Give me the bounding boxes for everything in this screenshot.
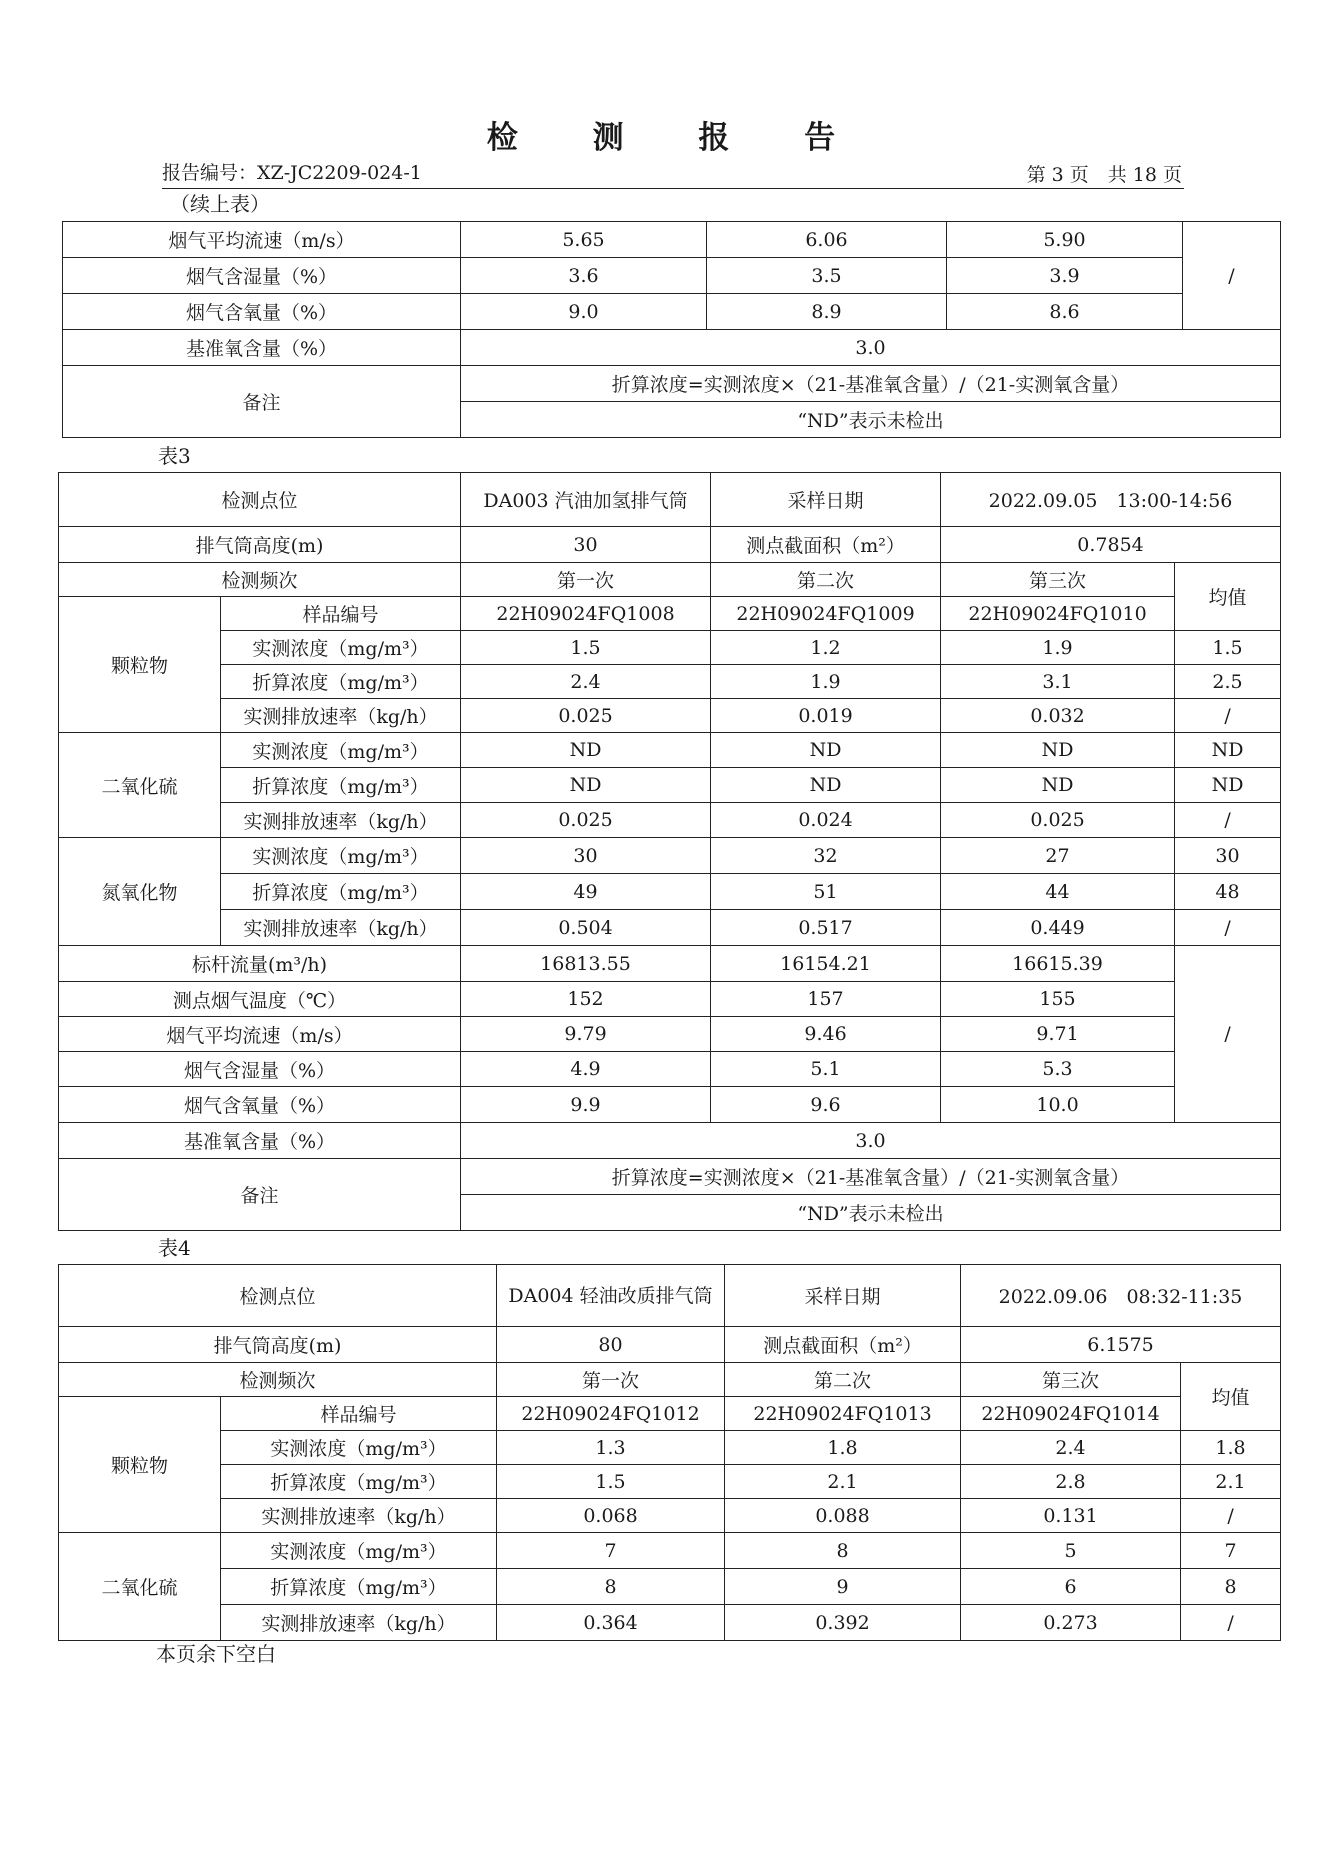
slash-cell: / (1183, 222, 1281, 330)
cell-value: 7 (497, 1533, 725, 1569)
cell-avg: 2.1 (1181, 1465, 1281, 1499)
cell-value: 1.5 (461, 631, 711, 665)
height-value: 80 (497, 1327, 725, 1363)
row-label: 烟气平均流速（m/s） (63, 222, 461, 258)
cell-value: 0.019 (711, 699, 941, 733)
row-label: 烟气含湿量（%） (63, 258, 461, 294)
freq-label: 检测频次 (59, 1363, 497, 1397)
group-label: 氮氧化物 (59, 838, 221, 946)
table-row (59, 473, 1281, 527)
point-value: DA004 轻油改质排气筒 (497, 1265, 725, 1327)
table-row (63, 330, 1281, 366)
cell-value: ND (941, 768, 1175, 803)
table-continued (62, 221, 1281, 438)
cell-avg: 48 (1175, 874, 1281, 910)
cell-value: 5.1 (711, 1052, 941, 1087)
table-row (63, 294, 1281, 330)
cell-avg: / (1175, 803, 1281, 838)
freq-label: 检测频次 (59, 563, 461, 597)
cell-value: 0.504 (461, 910, 711, 946)
cell-value: 1.3 (497, 1431, 725, 1465)
cell-avg: 30 (1175, 838, 1281, 874)
remark-formula: 折算浓度=实测浓度×（21-基准氧含量）/（21-实测氧含量） (461, 1159, 1281, 1195)
cell-value: 3.9 (947, 258, 1183, 294)
continued-label: （续上表） (170, 192, 270, 216)
cell-value: 0.024 (711, 803, 941, 838)
cell-value: 155 (941, 982, 1175, 1017)
table4-caption: 表4 (158, 1236, 191, 1260)
cell-value: 10.0 (941, 1087, 1175, 1123)
remark-nd: “ND”表示未检出 (461, 402, 1281, 438)
cell-value: 3.5 (707, 258, 947, 294)
area-label: 测点截面积（m²） (711, 527, 941, 563)
freq-2: 第二次 (711, 563, 941, 597)
group-label: 颗粒物 (59, 1397, 221, 1533)
row-label: 实测排放速率（kg/h） (221, 699, 461, 733)
cell-value: 0.392 (725, 1605, 961, 1641)
sample-label: 样品编号 (221, 597, 461, 631)
cell-value: 6 (961, 1569, 1181, 1605)
row-label: 实测排放速率（kg/h） (221, 910, 461, 946)
cell-value: 32 (711, 838, 941, 874)
cell-value: 2.8 (961, 1465, 1181, 1499)
cell-value: 8.9 (707, 294, 947, 330)
row-label: 测点烟气温度（℃） (59, 982, 461, 1017)
cell-value: 3.0 (461, 330, 1281, 366)
row-label: 烟气平均流速（m/s） (59, 1017, 461, 1052)
cell-value: 0.273 (961, 1605, 1181, 1641)
freq-2: 第二次 (725, 1363, 961, 1397)
cell-value: 9.6 (711, 1087, 941, 1123)
cell-value: 51 (711, 874, 941, 910)
height-label: 排气筒高度(m) (59, 527, 461, 563)
footer-note: 本页余下空白 (156, 1642, 276, 1666)
cell-value: 9.9 (461, 1087, 711, 1123)
cell-value: 1.9 (711, 665, 941, 699)
table-row (59, 768, 1281, 803)
slash-cell: / (1175, 946, 1281, 1123)
sample-id: 22H09024FQ1009 (711, 597, 941, 631)
group-label: 二氧化硫 (59, 1533, 221, 1641)
avg-label: 均值 (1181, 1363, 1281, 1431)
cell-value: 3.0 (461, 1123, 1281, 1159)
sample-id: 22H09024FQ1012 (497, 1397, 725, 1431)
table-row (59, 631, 1281, 665)
cell-value: ND (711, 768, 941, 803)
row-label: 实测排放速率（kg/h） (221, 1605, 497, 1641)
table-row (59, 1465, 1281, 1499)
table-row (59, 1123, 1281, 1159)
cell-value: 157 (711, 982, 941, 1017)
row-label: 烟气含湿量（%） (59, 1052, 461, 1087)
cell-avg: 2.5 (1175, 665, 1281, 699)
row-label: 基准氧含量（%） (63, 330, 461, 366)
cell-value: 27 (941, 838, 1175, 874)
cell-value: ND (711, 733, 941, 768)
table-row (59, 1265, 1281, 1327)
table-row (59, 838, 1281, 874)
area-value: 0.7854 (941, 527, 1281, 563)
table-row (59, 597, 1281, 631)
cell-value: 2.1 (725, 1465, 961, 1499)
cell-value: ND (941, 733, 1175, 768)
cell-value: 3.1 (941, 665, 1175, 699)
table-row (59, 946, 1281, 982)
height-label: 排气筒高度(m) (59, 1327, 497, 1363)
cell-avg: / (1181, 1605, 1281, 1641)
cell-value: 152 (461, 982, 711, 1017)
row-label: 折算浓度（mg/m³） (221, 768, 461, 803)
cell-value: 16615.39 (941, 946, 1175, 982)
cell-value: 8 (725, 1533, 961, 1569)
cell-value: 9.79 (461, 1017, 711, 1052)
table-row (59, 1569, 1281, 1605)
cell-value: 8.6 (947, 294, 1183, 330)
sample-id: 22H09024FQ1014 (961, 1397, 1181, 1431)
row-label: 基准氧含量（%） (59, 1123, 461, 1159)
cell-value: 49 (461, 874, 711, 910)
cell-value: 4.9 (461, 1052, 711, 1087)
row-label: 实测浓度（mg/m³） (221, 631, 461, 665)
row-label: 折算浓度（mg/m³） (221, 665, 461, 699)
table-row (59, 874, 1281, 910)
remark-formula: 折算浓度=实测浓度×（21-基准氧含量）/（21-实测氧含量） (461, 366, 1281, 402)
cell-avg: 1.8 (1181, 1431, 1281, 1465)
cell-value: 8 (497, 1569, 725, 1605)
table-row (59, 803, 1281, 838)
table-3 (58, 472, 1281, 1231)
cell-value: 9.46 (711, 1017, 941, 1052)
cell-value: 0.131 (961, 1499, 1181, 1533)
cell-value: ND (461, 733, 711, 768)
cell-value: ND (461, 768, 711, 803)
table3-caption: 表3 (158, 444, 191, 468)
row-label: 实测浓度（mg/m³） (221, 733, 461, 768)
group-label: 二氧化硫 (59, 733, 221, 838)
cell-value: 16813.55 (461, 946, 711, 982)
report-number: 报告编号：XZ-JC2209-024-1 (162, 162, 422, 184)
table-row (59, 733, 1281, 768)
date-value: 2022.09.05 13:00-14:56 (941, 473, 1281, 527)
table-row (59, 1159, 1281, 1195)
sample-label: 样品编号 (221, 1397, 497, 1431)
cell-avg: ND (1175, 768, 1281, 803)
date-value: 2022.09.06 08:32-11:35 (961, 1265, 1281, 1327)
cell-value: 9.71 (941, 1017, 1175, 1052)
cell-value: 1.2 (711, 631, 941, 665)
cell-value: 0.068 (497, 1499, 725, 1533)
table-row (59, 665, 1281, 699)
row-label: 折算浓度（mg/m³） (221, 1569, 497, 1605)
area-value: 6.1575 (961, 1327, 1281, 1363)
cell-value: 6.06 (707, 222, 947, 258)
freq-3: 第三次 (961, 1363, 1181, 1397)
table-row (59, 1533, 1281, 1569)
cell-avg: / (1181, 1499, 1281, 1533)
cell-avg: 1.5 (1175, 631, 1281, 665)
table-row (59, 982, 1281, 1017)
freq-1: 第一次 (461, 563, 711, 597)
cell-value: 2.4 (961, 1431, 1181, 1465)
cell-value: 30 (461, 838, 711, 874)
point-value: DA003 汽油加氢排气筒 (461, 473, 711, 527)
cell-value: 0.025 (461, 803, 711, 838)
date-label: 采样日期 (711, 473, 941, 527)
group-label: 颗粒物 (59, 597, 221, 733)
table-row (59, 563, 1281, 597)
cell-value: 0.025 (941, 803, 1175, 838)
sample-id: 22H09024FQ1010 (941, 597, 1175, 631)
row-label: 实测浓度（mg/m³） (221, 1431, 497, 1465)
table-row (63, 222, 1281, 258)
table-row (59, 1499, 1281, 1533)
cell-value: 9.0 (461, 294, 707, 330)
cell-value: 1.5 (497, 1465, 725, 1499)
table-row (59, 1327, 1281, 1363)
remark-label: 备注 (63, 366, 461, 438)
cell-avg: / (1175, 699, 1281, 733)
cell-value: 0.449 (941, 910, 1175, 946)
table-row (59, 1431, 1281, 1465)
page-number: 第 3 页 共 18 页 (1026, 164, 1182, 186)
cell-value: 2.4 (461, 665, 711, 699)
cell-value: 5 (961, 1533, 1181, 1569)
point-label: 检测点位 (59, 1265, 497, 1327)
row-label: 标杆流量(m³/h) (59, 946, 461, 982)
freq-1: 第一次 (497, 1363, 725, 1397)
row-label: 实测排放速率（kg/h） (221, 803, 461, 838)
table-row (59, 527, 1281, 563)
cell-value: 5.65 (461, 222, 707, 258)
cell-value: 5.3 (941, 1052, 1175, 1087)
sample-id: 22H09024FQ1013 (725, 1397, 961, 1431)
cell-value: 3.6 (461, 258, 707, 294)
cell-value: 9 (725, 1569, 961, 1605)
cell-value: 5.90 (947, 222, 1183, 258)
table-row (59, 1052, 1281, 1087)
cell-value: 16154.21 (711, 946, 941, 982)
row-label: 烟气含氧量（%） (63, 294, 461, 330)
remark-label: 备注 (59, 1159, 461, 1231)
row-label: 实测浓度（mg/m³） (221, 1533, 497, 1569)
height-value: 30 (461, 527, 711, 563)
table-row (59, 1397, 1281, 1431)
cell-value: 0.088 (725, 1499, 961, 1533)
cell-value: 0.032 (941, 699, 1175, 733)
cell-avg: 7 (1181, 1533, 1281, 1569)
freq-3: 第三次 (941, 563, 1175, 597)
cell-value: 0.025 (461, 699, 711, 733)
cell-avg: ND (1175, 733, 1281, 768)
row-label: 实测浓度（mg/m³） (221, 838, 461, 874)
row-label: 折算浓度（mg/m³） (221, 874, 461, 910)
cell-value: 0.364 (497, 1605, 725, 1641)
table-row (63, 258, 1281, 294)
row-label: 实测排放速率（kg/h） (221, 1499, 497, 1533)
table-row (59, 1087, 1281, 1123)
row-label: 烟气含氧量（%） (59, 1087, 461, 1123)
cell-avg: / (1175, 910, 1281, 946)
remark-nd: “ND”表示未检出 (461, 1195, 1281, 1231)
cell-value: 1.9 (941, 631, 1175, 665)
sample-id: 22H09024FQ1008 (461, 597, 711, 631)
report-title: 检 测 报 告 (486, 120, 868, 156)
date-label: 采样日期 (725, 1265, 961, 1327)
table-4 (58, 1264, 1281, 1641)
table-row (59, 1605, 1281, 1641)
cell-value: 44 (941, 874, 1175, 910)
table-row (59, 910, 1281, 946)
table-row (59, 1017, 1281, 1052)
cell-avg: 8 (1181, 1569, 1281, 1605)
table-row (59, 1363, 1281, 1397)
cell-value: 0.517 (711, 910, 941, 946)
header-rule (162, 188, 1184, 189)
table-row (63, 366, 1281, 402)
area-label: 测点截面积（m²） (725, 1327, 961, 1363)
table-row (59, 699, 1281, 733)
point-label: 检测点位 (59, 473, 461, 527)
row-label: 折算浓度（mg/m³） (221, 1465, 497, 1499)
avg-label: 均值 (1175, 563, 1281, 631)
cell-value: 1.8 (725, 1431, 961, 1465)
